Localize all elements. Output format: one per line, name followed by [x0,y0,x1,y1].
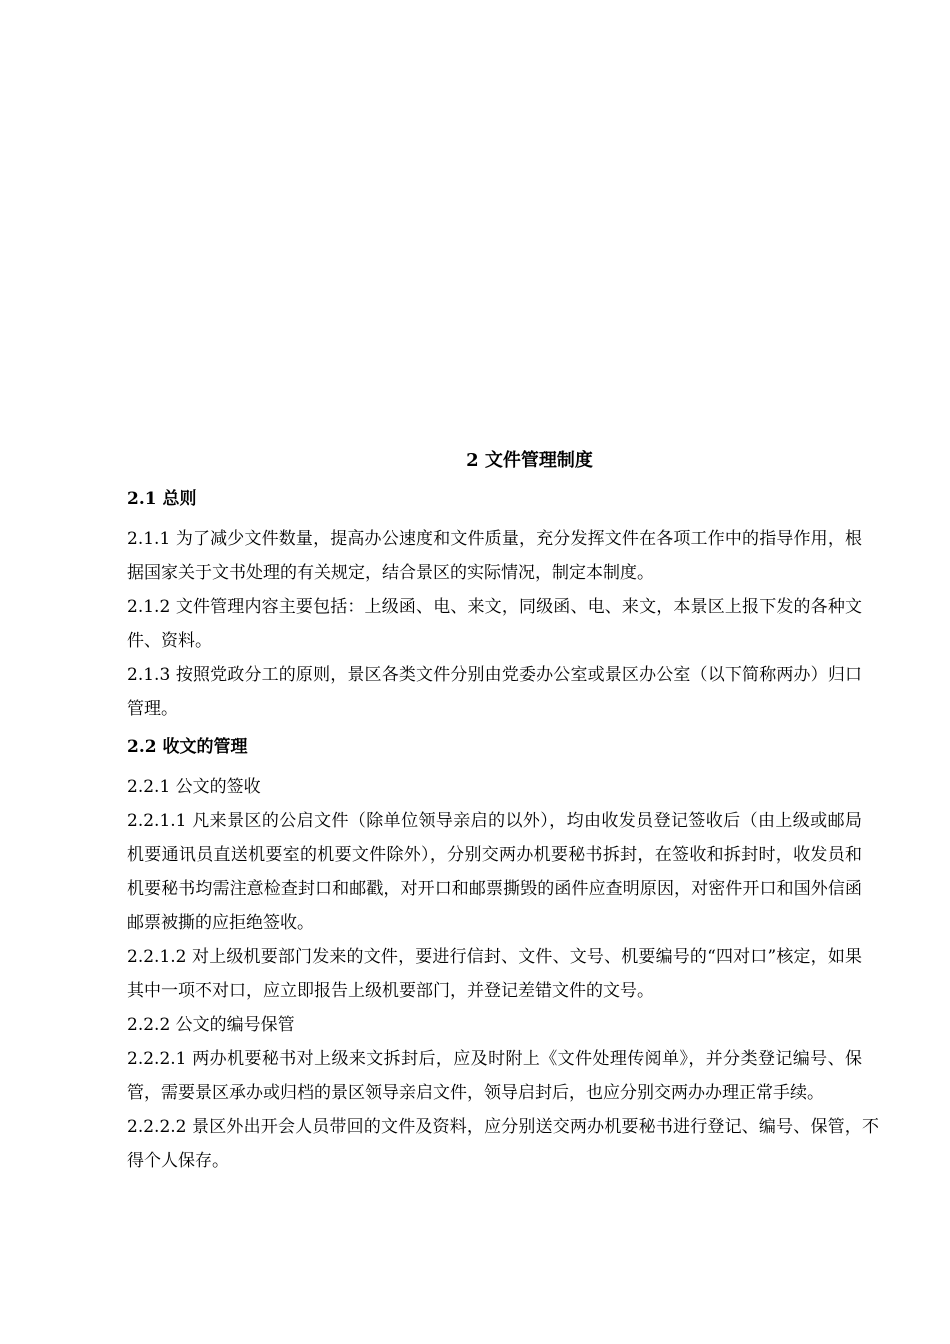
paragraph: 2.1.3 按照党政分工的原则，景区各类文件分别由党委办公室或景区办公室（以下简称两办）归口管理。 [127,665,862,719]
section-heading-incoming: 2.2 收文的管理 [127,737,248,757]
chapter-title: 2 文件管理制度 [466,450,593,471]
paragraph: 2.2.1.2 对上级机要部门发来的文件，要进行信封、文件、文号、机要编号的“四对口”核定，如果其中一项不对口，应立即报告上级机要部门，并登记差错文件的文号。 [127,947,862,1001]
paragraph: 2.2.1.1 凡来景区的公启文件（除单位领导亲启的以外），均由收发员登记签收后（由上级或邮局机要通讯员直送机要室的机要文件除外），分别交两办机要秘书拆封，在签收和拆封时，收发员和机要秘书均需注意检查封口和邮戳，对开口和邮票撕毁的函件应查明原因，对密件开口和国外信函邮票被撕的应拒绝签收。 [127,811,862,933]
paragraph: 2.2.1 公文的签收 [127,777,261,797]
document-body [127,446,879,1178]
section-heading-general: 2.1 总则 [127,489,197,509]
paragraph: 2.1.2 文件管理内容主要包括：上级函、电、来文，同级函、电、来文，本景区上报下发的各种文件、资料。 [127,597,862,651]
paragraph: 2.1.1 为了减少文件数量，提高办公速度和文件质量，充分发挥文件在各项工作中的指导作用，根据国家关于文书处理的有关规定，结合景区的实际情况，制定本制度。 [127,529,862,583]
paragraph: 2.2.2.2 景区外出开会人员带回的文件及资料，应分别送交两办机要秘书进行登记、编号、保管，不得个人保存。 [127,1117,879,1171]
paragraph: 2.2.2 公文的编号保管 [127,1015,295,1035]
paragraph: 2.2.2.1 两办机要秘书对上级来文拆封后，应及时附上《文件处理传阅单》，并分类登记编号、保管，需要景区承办或归档的景区领导亲启文件，领导启封后，也应分别交两办办理正常手续。 [127,1049,862,1103]
